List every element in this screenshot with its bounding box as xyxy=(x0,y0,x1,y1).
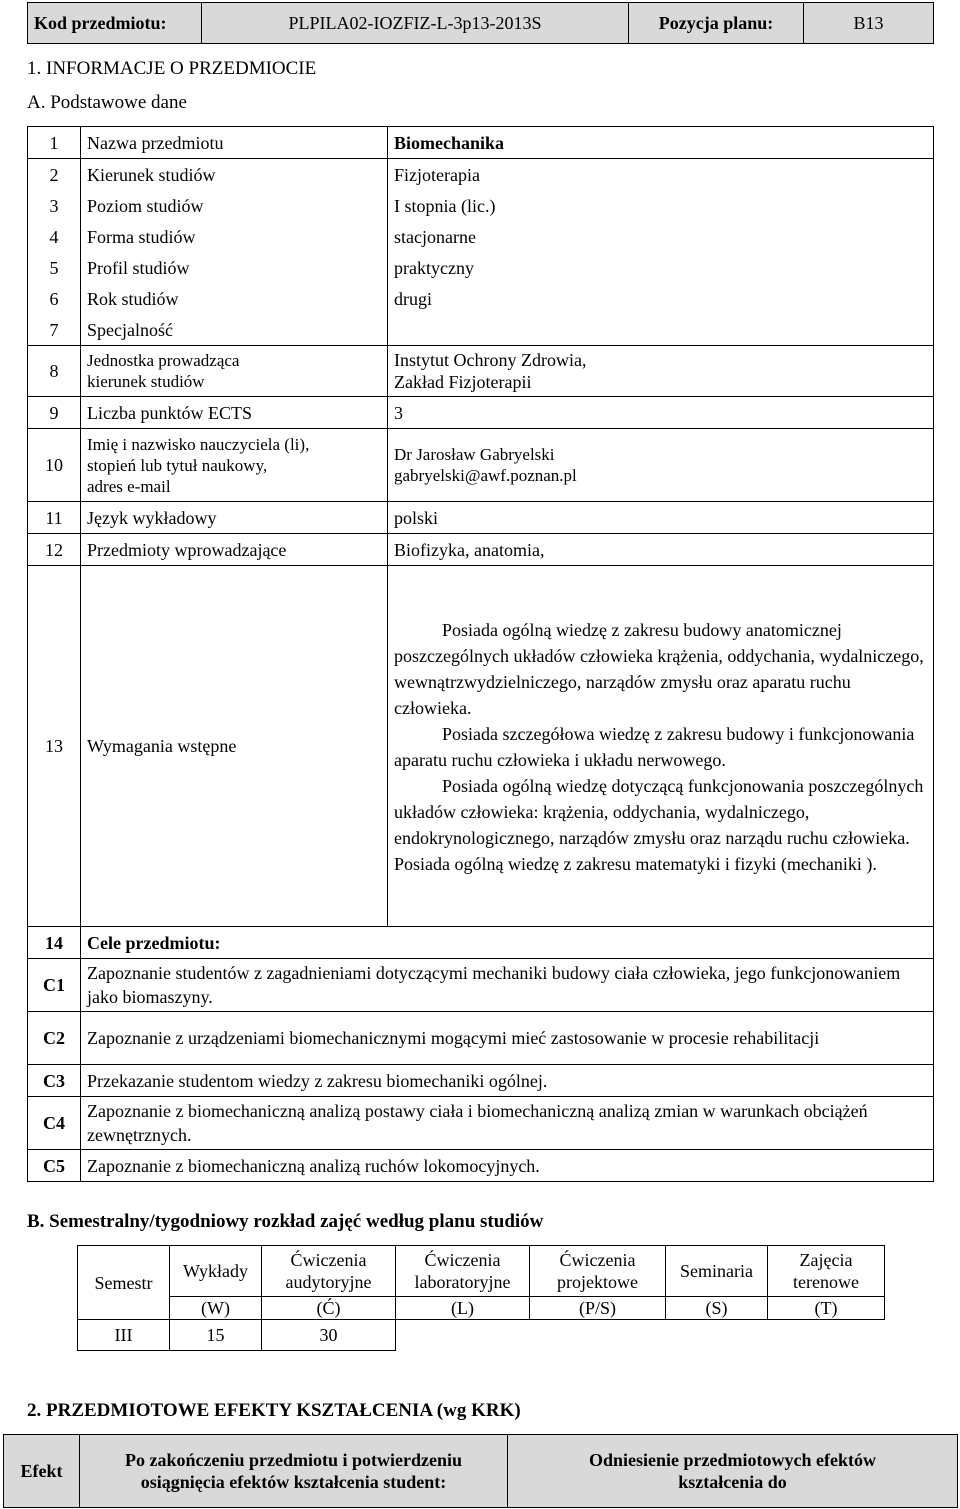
label-line: Imię i nazwisko nauczyciela (li), xyxy=(87,434,310,454)
goal-row xyxy=(28,1012,934,1065)
row-value: praktyczny xyxy=(388,252,934,283)
goals-title: Cele przedmiotu: xyxy=(81,927,934,959)
goal-row xyxy=(28,1097,934,1150)
row-value: drugi xyxy=(388,283,934,314)
prerequisite-paragraph: Posiada ogólną wiedzę z zakresu matematyki i fizyki (mechaniki ). xyxy=(394,854,877,874)
label-line: stopień lub tytuł naukowy, xyxy=(87,455,268,475)
column-abbr: (P/S) xyxy=(530,1297,666,1320)
teacher-value xyxy=(388,429,934,502)
row-label: Liczba punktów ECTS xyxy=(81,397,388,429)
row-label: Forma studiów xyxy=(81,221,388,252)
header-line: Odniesienie przedmiotowych efektów xyxy=(589,1450,876,1470)
header-line: audytoryjne xyxy=(285,1272,372,1292)
section-a-title: A. Podstawowe dane xyxy=(27,92,187,113)
effect-header: Efekt xyxy=(4,1435,80,1508)
goal-text: Zapoznanie z urządzeniami biomechanicznymi mogącymi mieć zastosowanie w procesie rehabilitacji xyxy=(81,1012,934,1065)
table-row xyxy=(28,190,934,221)
label-line: Jednostka prowadząca xyxy=(87,351,240,370)
goal-row xyxy=(28,1150,934,1182)
row-number: 14 xyxy=(28,927,81,959)
plan-position-label: Pozycja planu: xyxy=(629,3,804,44)
row-label: Przedmioty wprowadzające xyxy=(81,534,388,566)
column-header xyxy=(262,1246,396,1297)
goal-text: Przekazanie studentom wiedzy z zakresu biomechaniki ogólnej. xyxy=(81,1065,934,1097)
column-abbr: (S) xyxy=(666,1297,768,1320)
row-label: Rok studiów xyxy=(81,283,388,314)
header-line: projektowe xyxy=(557,1272,638,1292)
goal-code: C5 xyxy=(28,1150,81,1182)
header-line: laboratoryjne xyxy=(414,1272,511,1292)
reference-header xyxy=(508,1435,958,1508)
column-abbr: (W) xyxy=(170,1297,262,1320)
goal-code: C3 xyxy=(28,1065,81,1097)
prerequisite-paragraph: Posiada szczegółowa wiedzę z zakresu budowy i funkcjonowania aparatu ruchu człowieka i układu nerwowego. xyxy=(394,724,915,770)
basic-data-table xyxy=(27,126,934,1182)
row-label: Nazwa przedmiotu xyxy=(81,127,388,159)
effects-header-row xyxy=(4,1435,958,1508)
goal-text: Zapoznanie z biomechaniczną analizą ruchów lokomocyjnych. xyxy=(81,1150,934,1182)
goal-row xyxy=(28,959,934,1012)
semester-header: Semestr xyxy=(78,1246,170,1320)
course-code-label: Kod przedmiotu: xyxy=(28,3,202,44)
schedule-table xyxy=(77,1245,885,1351)
column-abbr: (Ć) xyxy=(262,1297,396,1320)
row-number: 3 xyxy=(28,190,81,221)
row-label: Profil studiów xyxy=(81,252,388,283)
row-value: Fizjoterapia xyxy=(388,159,934,191)
row-number: 2 xyxy=(28,159,81,191)
row-label: Poziom studiów xyxy=(81,190,388,221)
prerequisites-value xyxy=(388,566,934,927)
section-1-title: 1. INFORMACJE O PRZEDMIOCIE xyxy=(27,58,317,79)
column-header xyxy=(530,1246,666,1297)
row-label: Specjalność xyxy=(81,314,388,346)
hours-value xyxy=(530,1320,666,1351)
row-value xyxy=(388,314,934,346)
row-value: Biofizyka, anatomia, xyxy=(388,534,934,566)
row-number: 11 xyxy=(28,502,81,534)
row-number: 13 xyxy=(28,566,81,927)
row-value: 3 xyxy=(388,397,934,429)
row-value: polski xyxy=(388,502,934,534)
course-code-value: PLPILA02-IOZFIZ-L-3p13-2013S xyxy=(202,3,629,44)
goal-code: C2 xyxy=(28,1012,81,1065)
teacher-email: gabryelski@awf.poznan.pl xyxy=(394,466,577,485)
table-row xyxy=(28,566,934,927)
goal-row xyxy=(28,1065,934,1097)
table-row xyxy=(28,314,934,346)
label-line: adres e-mail xyxy=(87,476,171,496)
row-label: Kierunek studiów xyxy=(81,159,388,191)
schedule-data-row xyxy=(78,1320,885,1351)
row-number: 8 xyxy=(28,346,81,397)
row-value xyxy=(388,346,934,397)
table-row xyxy=(28,397,934,429)
value-line: Zakład Fizjoterapii xyxy=(394,372,532,392)
row-value: stacjonarne xyxy=(388,221,934,252)
row-number: 10 xyxy=(28,429,81,502)
goals-header-row xyxy=(28,927,934,959)
table-row xyxy=(28,534,934,566)
row-number: 6 xyxy=(28,283,81,314)
header-line: Zajęcia xyxy=(799,1250,853,1270)
column-header xyxy=(396,1246,530,1297)
header-line: terenowe xyxy=(793,1272,859,1292)
column-header: Seminaria xyxy=(666,1246,768,1297)
row-number: 7 xyxy=(28,314,81,346)
row-number: 1 xyxy=(28,127,81,159)
prerequisite-paragraph: Posiada ogólną wiedzę z zakresu budowy anatomicznej poszczególnych układów człowieka krążenia, oddychania, wydalniczego, wewnątrzwydzielniczego, narządów zmysłu oraz aparatu ruchu człowieka. xyxy=(394,620,924,718)
table-row xyxy=(28,159,934,191)
row-number: 9 xyxy=(28,397,81,429)
section-b-title: B. Semestralny/tygodniowy rozkład zajęć według planu studiów xyxy=(27,1211,544,1232)
hours-value xyxy=(666,1320,768,1351)
semester-value: III xyxy=(78,1320,170,1351)
plan-position-value: B13 xyxy=(804,3,934,44)
column-abbr: (T) xyxy=(768,1297,885,1320)
header-line: Ćwiczenia xyxy=(559,1250,636,1270)
column-header xyxy=(768,1246,885,1297)
table-row xyxy=(28,502,934,534)
column-header: Wykłady xyxy=(170,1246,262,1297)
row-number: 4 xyxy=(28,221,81,252)
goal-code: C4 xyxy=(28,1097,81,1150)
goal-text: Zapoznanie studentów z zagadnieniami dotyczącymi mechaniki budowy ciała człowieka, jego funkcjonowaniem jako biomaszyny. xyxy=(81,959,934,1012)
table-row xyxy=(28,252,934,283)
header-line: Po zakończeniu przedmiotu i potwierdzeniu xyxy=(125,1450,462,1470)
section-2-title: 2. PRZEDMIOTOWE EFEKTY KSZTAŁCENIA (wg KRK) xyxy=(27,1400,521,1421)
row-value: I stopnia (lic.) xyxy=(388,190,934,221)
schedule-abbr-row xyxy=(78,1297,885,1320)
table-row xyxy=(28,429,934,502)
row-label: Wymagania wstępne xyxy=(81,566,388,927)
hours-value: 30 xyxy=(262,1320,396,1351)
teacher-name: Dr Jarosław Gabryelski xyxy=(394,445,555,464)
effects-table xyxy=(3,1434,958,1508)
goal-code: C1 xyxy=(28,959,81,1012)
row-label xyxy=(81,346,388,397)
column-abbr: (L) xyxy=(396,1297,530,1320)
table-row xyxy=(28,346,934,397)
value-line: Instytut Ochrony Zdrowia, xyxy=(394,350,587,370)
course-header-table xyxy=(27,2,934,44)
header-line: osiągnięcia efektów kształcenia student: xyxy=(140,1472,447,1492)
schedule-header-row xyxy=(78,1246,885,1297)
course-name-value: Biomechanika xyxy=(388,127,934,159)
row-label xyxy=(81,429,388,502)
table-row xyxy=(28,283,934,314)
goal-text: Zapoznanie z biomechaniczną analizą postawy ciała i biomechaniczną analizą zmian w warunkach obciążeń zewnętrznych. xyxy=(81,1097,934,1150)
row-number: 12 xyxy=(28,534,81,566)
hours-value: 15 xyxy=(170,1320,262,1351)
prerequisite-paragraph: Posiada ogólną wiedzę dotyczącą funkcjonowania poszczególnych układów człowieka: krążenia, oddychania, wydalniczego, endokrynologicznego, narządów zmysłu oraz narządu ruchu człowieka. xyxy=(394,776,924,848)
header-line: kształcenia do xyxy=(678,1472,787,1492)
outcome-header xyxy=(80,1435,508,1508)
header-line: Ćwiczenia xyxy=(424,1250,501,1270)
label-line: kierunek studiów xyxy=(87,372,205,391)
hours-value xyxy=(768,1320,885,1351)
hours-value xyxy=(396,1320,530,1351)
row-number: 5 xyxy=(28,252,81,283)
header-line: Ćwiczenia xyxy=(290,1250,367,1270)
table-row xyxy=(28,221,934,252)
row-label: Język wykładowy xyxy=(81,502,388,534)
table-row xyxy=(28,127,934,159)
